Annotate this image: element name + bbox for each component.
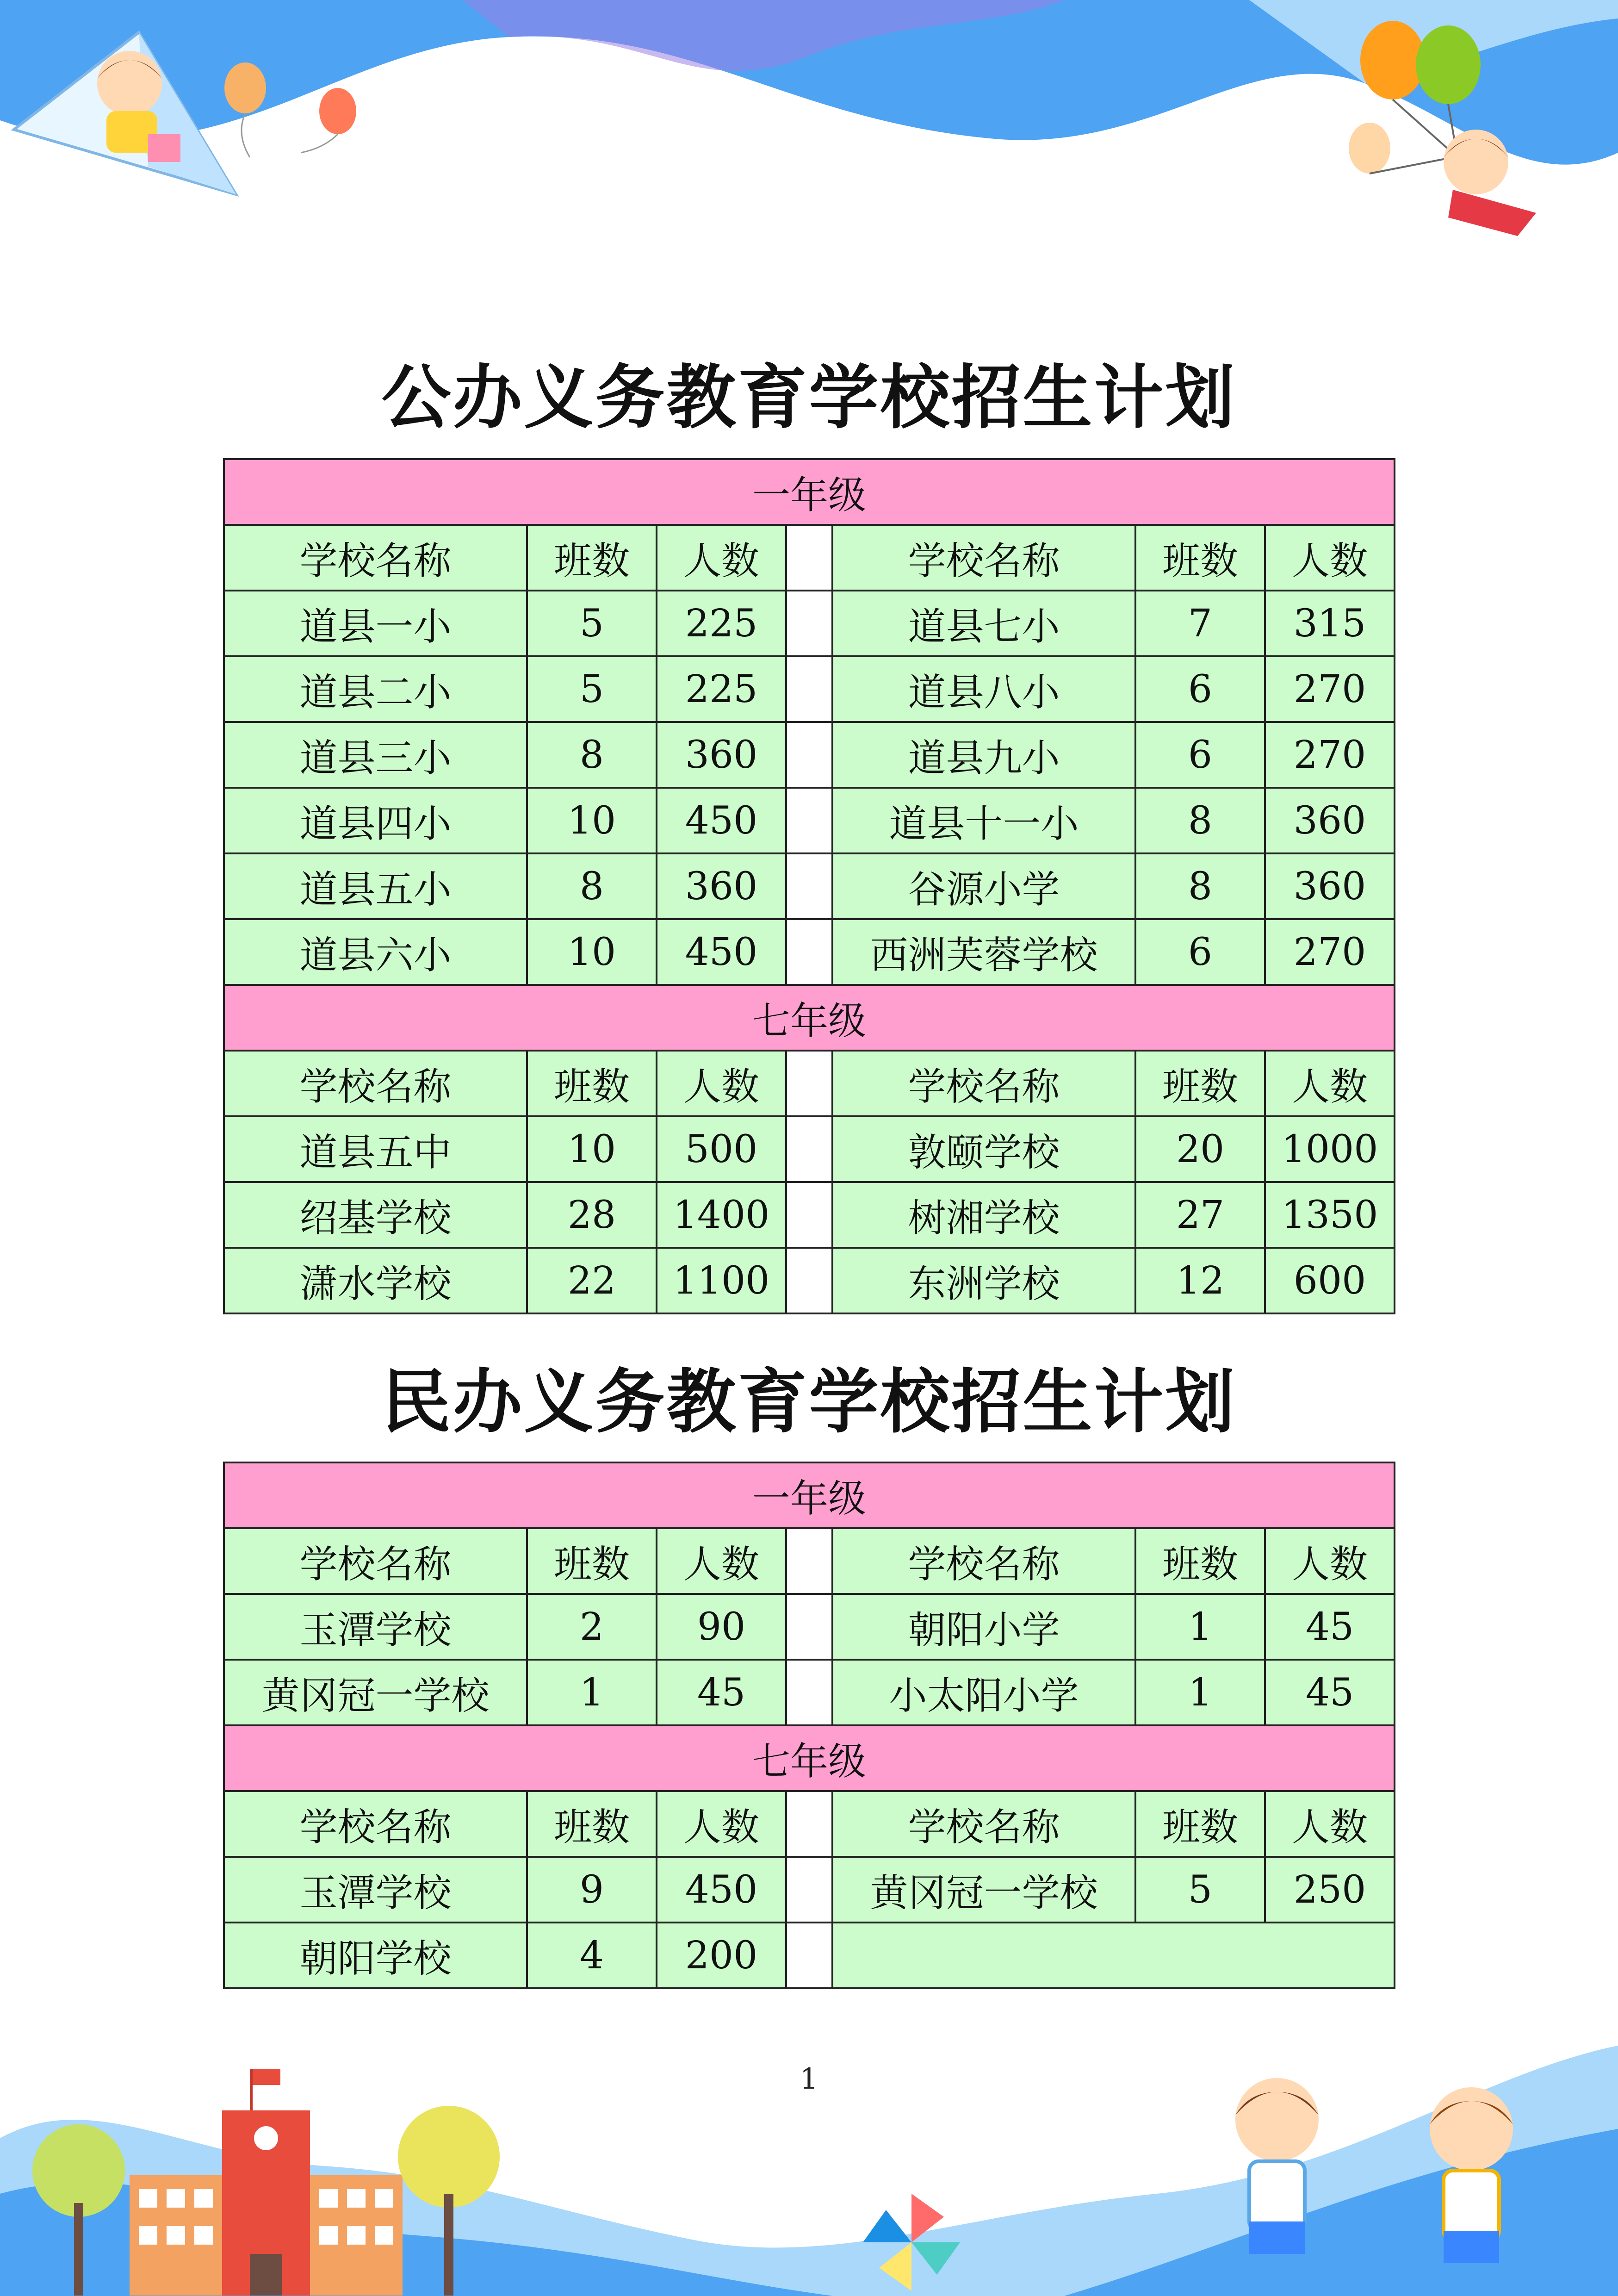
school-name-cell: 树湘学校 [832, 1182, 1135, 1248]
class-count-cell: 4 [527, 1923, 657, 1988]
class-count-header: 班数 [527, 1791, 657, 1857]
private-plan-body [224, 1462, 1395, 1988]
tree-icon [389, 2101, 509, 2296]
public-plan-title: 公办义务教育学校招生计划 [381, 358, 1237, 438]
class-count-header: 班数 [527, 1528, 657, 1594]
class-count-cell: 20 [1135, 1116, 1265, 1182]
school-name-header: 学校名称 [224, 1528, 527, 1594]
school-name-cell: 谷源小学 [832, 853, 1135, 919]
student-count-cell: 360 [657, 853, 786, 919]
grade-row [224, 1725, 1395, 1791]
student-count-cell: 360 [657, 722, 786, 788]
table-row [224, 722, 1395, 788]
student-count-header: 人数 [657, 1051, 786, 1116]
pinwheel-icon [856, 2189, 967, 2296]
column-gap [786, 1528, 832, 1594]
grade-label: 一年级 [224, 459, 1395, 525]
grade-row [224, 985, 1395, 1051]
class-count-header: 班数 [527, 1051, 657, 1116]
class-count-cell: 1 [1135, 1660, 1265, 1725]
column-gap [786, 1660, 832, 1725]
student-count-cell: 90 [657, 1594, 786, 1660]
column-gap [786, 1923, 832, 1988]
school-name-cell: 道县二小 [224, 656, 527, 722]
table-row [224, 1857, 1395, 1923]
student-count-cell: 450 [657, 919, 786, 985]
class-count-cell: 12 [1135, 1248, 1265, 1313]
school-name-cell: 道县五中 [224, 1116, 527, 1182]
table-row [224, 919, 1395, 985]
grade-row [224, 1462, 1395, 1528]
grade-row [224, 459, 1395, 525]
student-count-cell: 360 [1265, 788, 1395, 853]
header-row [224, 1051, 1395, 1116]
column-gap [786, 525, 832, 591]
column-gap [786, 1857, 832, 1923]
school-name-cell: 玉潭学校 [224, 1857, 527, 1923]
class-count-cell: 6 [1135, 722, 1265, 788]
class-count-cell: 8 [527, 853, 657, 919]
school-name-cell: 小太阳小学 [832, 1660, 1135, 1725]
school-name-cell: 黄冈冠一学校 [832, 1857, 1135, 1923]
student-count-cell: 315 [1265, 591, 1395, 656]
student-count-header: 人数 [1265, 1051, 1395, 1116]
column-gap [786, 1116, 832, 1182]
student-count-cell: 1100 [657, 1248, 786, 1313]
class-count-cell: 8 [1135, 853, 1265, 919]
school-name-header: 学校名称 [224, 525, 527, 591]
column-gap [786, 1791, 832, 1857]
table-row [224, 853, 1395, 919]
grade-label: 七年级 [224, 1725, 1395, 1791]
table-row [224, 788, 1395, 853]
paper-plane-boy-icon [9, 14, 241, 199]
column-gap [786, 1594, 832, 1660]
class-count-cell: 7 [1135, 591, 1265, 656]
grade-label: 一年级 [224, 1462, 1395, 1528]
private-plan-table [223, 1462, 1395, 1989]
grade-label: 七年级 [224, 985, 1395, 1051]
class-count-cell: 10 [527, 788, 657, 853]
table-row [224, 591, 1395, 656]
student-count-header: 人数 [1265, 525, 1395, 591]
table-row [224, 1182, 1395, 1248]
table-row [224, 1923, 1395, 1988]
student-count-cell: 225 [657, 656, 786, 722]
school-name-header: 学校名称 [224, 1051, 527, 1116]
class-count-cell: 1 [1135, 1594, 1265, 1660]
student-count-cell: 500 [657, 1116, 786, 1182]
school-name-cell: 敦颐学校 [832, 1116, 1135, 1182]
column-gap [786, 1182, 832, 1248]
class-count-cell: 1 [527, 1660, 657, 1725]
school-name-cell: 道县六小 [224, 919, 527, 985]
column-gap [786, 656, 832, 722]
column-gap [786, 1248, 832, 1313]
header-row [224, 1528, 1395, 1594]
empty-cell [832, 1923, 1395, 1988]
private-plan-title: 民办义务教育学校招生计划 [381, 1362, 1237, 1443]
student-count-header: 人数 [657, 1791, 786, 1857]
class-count-cell: 10 [527, 919, 657, 985]
class-count-header: 班数 [527, 525, 657, 591]
student-count-cell: 600 [1265, 1248, 1395, 1313]
tree-icon [19, 2120, 139, 2296]
school-name-cell: 朝阳小学 [832, 1594, 1135, 1660]
student-count-header: 人数 [1265, 1528, 1395, 1594]
school-name-cell: 玉潭学校 [224, 1594, 527, 1660]
school-name-cell: 绍基学校 [224, 1182, 527, 1248]
class-count-cell: 5 [1135, 1857, 1265, 1923]
school-name-cell: 道县九小 [832, 722, 1135, 788]
class-count-cell: 27 [1135, 1182, 1265, 1248]
column-gap [786, 1051, 832, 1116]
school-name-cell: 道县八小 [832, 656, 1135, 722]
class-count-cell: 2 [527, 1594, 657, 1660]
student-count-cell: 360 [1265, 853, 1395, 919]
table-row [224, 1116, 1395, 1182]
class-count-cell: 6 [1135, 656, 1265, 722]
header-row [224, 1791, 1395, 1857]
class-count-cell: 10 [527, 1116, 657, 1182]
school-name-cell: 道县七小 [832, 591, 1135, 656]
student-count-cell: 250 [1265, 1857, 1395, 1923]
student-count-cell: 200 [657, 1923, 786, 1988]
table-row [224, 1660, 1395, 1725]
class-count-cell: 9 [527, 1857, 657, 1923]
student-count-cell: 270 [1265, 656, 1395, 722]
class-count-cell: 6 [1135, 919, 1265, 985]
student-count-cell: 225 [657, 591, 786, 656]
student-count-header: 人数 [657, 525, 786, 591]
student-count-cell: 1350 [1265, 1182, 1395, 1248]
class-count-header: 班数 [1135, 1051, 1265, 1116]
student-count-cell: 450 [657, 1857, 786, 1923]
student-count-header: 人数 [657, 1528, 786, 1594]
student-count-cell: 1400 [657, 1182, 786, 1248]
balloon-girl-icon [1342, 19, 1582, 236]
children-icon [1203, 2069, 1555, 2296]
school-name-cell: 道县一小 [224, 591, 527, 656]
student-count-cell: 45 [1265, 1594, 1395, 1660]
page-number: 1 [800, 2062, 818, 2096]
column-gap [786, 722, 832, 788]
school-name-header: 学校名称 [832, 1791, 1135, 1857]
school-name-header: 学校名称 [224, 1791, 527, 1857]
student-count-cell: 45 [1265, 1660, 1395, 1725]
school-name-header: 学校名称 [832, 525, 1135, 591]
school-name-cell: 道县四小 [224, 788, 527, 853]
student-count-cell: 45 [657, 1660, 786, 1725]
school-name-cell: 东洲学校 [832, 1248, 1135, 1313]
column-gap [786, 788, 832, 853]
school-name-header: 学校名称 [832, 1051, 1135, 1116]
class-count-cell: 8 [527, 722, 657, 788]
school-name-cell: 道县三小 [224, 722, 527, 788]
class-count-cell: 5 [527, 591, 657, 656]
balloon-icon [217, 60, 412, 167]
public-plan-table [223, 458, 1395, 1314]
class-count-header: 班数 [1135, 525, 1265, 591]
table-row [224, 1594, 1395, 1660]
school-name-cell: 道县五小 [224, 853, 527, 919]
class-count-cell: 8 [1135, 788, 1265, 853]
student-count-cell: 270 [1265, 919, 1395, 985]
student-count-cell: 1000 [1265, 1116, 1395, 1182]
student-count-cell: 270 [1265, 722, 1395, 788]
class-count-cell: 5 [527, 656, 657, 722]
class-count-header: 班数 [1135, 1791, 1265, 1857]
school-name-cell: 黄冈冠一学校 [224, 1660, 527, 1725]
school-name-cell: 西洲芙蓉学校 [832, 919, 1135, 985]
school-name-cell: 潇水学校 [224, 1248, 527, 1313]
school-name-header: 学校名称 [832, 1528, 1135, 1594]
column-gap [786, 919, 832, 985]
public-plan-body [224, 459, 1395, 1313]
column-gap [786, 591, 832, 656]
table-row [224, 1248, 1395, 1313]
column-gap [786, 853, 832, 919]
school-name-cell: 道县十一小 [832, 788, 1135, 853]
header-row [224, 525, 1395, 591]
class-count-header: 班数 [1135, 1528, 1265, 1594]
student-count-cell: 450 [657, 788, 786, 853]
table-row [224, 656, 1395, 722]
class-count-cell: 22 [527, 1248, 657, 1313]
school-name-cell: 朝阳学校 [224, 1923, 527, 1988]
student-count-header: 人数 [1265, 1791, 1395, 1857]
class-count-cell: 28 [527, 1182, 657, 1248]
